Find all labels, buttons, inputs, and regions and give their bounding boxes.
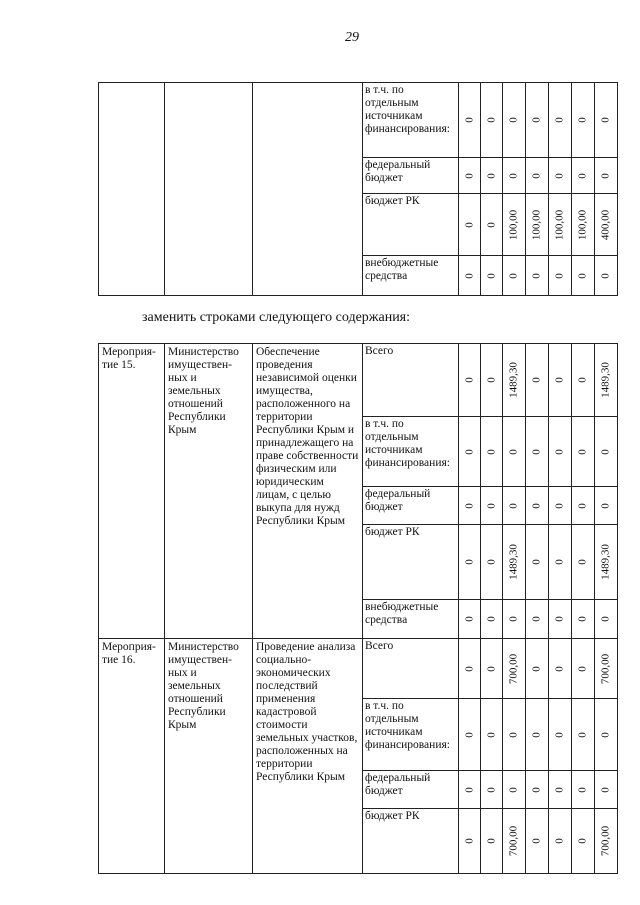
value-cell: 0 (459, 194, 481, 256)
value-cell: 0 (572, 158, 595, 194)
value-cell: 0 (549, 699, 572, 771)
value-cell: 0 (549, 487, 572, 525)
value-cell: 0 (459, 83, 481, 158)
value-cell: 0 (481, 809, 503, 874)
value-cell: 0 (526, 771, 549, 809)
measure-executor: Министерство имуществен-ных и земельных отношений Республики Крым (165, 639, 253, 874)
empty-cell (99, 83, 165, 296)
value-cell: 0 (549, 158, 572, 194)
value-cell: 0 (549, 600, 572, 639)
value-cell: 1489,30 (503, 525, 526, 600)
value-cell: 0 (459, 256, 481, 296)
value-cell: 0 (595, 83, 618, 158)
value-cell: 0 (481, 699, 503, 771)
value-cell: 0 (572, 809, 595, 874)
value-cell: 400,00 (595, 194, 618, 256)
funding-source: в т.ч. по отдельным источникам финансирования: (363, 83, 459, 158)
funding-source: бюджет РК (363, 194, 459, 256)
value-cell: 700,00 (595, 809, 618, 874)
value-cell: 0 (526, 158, 549, 194)
value-cell: 100,00 (549, 194, 572, 256)
funding-source: федеральный бюджет (363, 158, 459, 194)
value-cell: 0 (572, 699, 595, 771)
value-cell: 0 (481, 158, 503, 194)
value-cell: 0 (503, 417, 526, 487)
value-cell: 1489,30 (595, 525, 618, 600)
measure-description: Проведение анализа социально-экономических последствий применения кадастровой стоимости земельных участков, расположенных на территории Республики Крым (253, 639, 363, 874)
value-cell: 0 (595, 600, 618, 639)
value-cell: 1489,30 (503, 344, 526, 417)
value-cell: 700,00 (503, 639, 526, 699)
value-cell: 0 (526, 809, 549, 874)
replace-instruction: заменить строками следующего содержания: (142, 310, 411, 325)
value-cell: 0 (572, 525, 595, 600)
value-cell: 0 (526, 417, 549, 487)
value-cell: 0 (595, 256, 618, 296)
value-cell: 0 (549, 417, 572, 487)
empty-cell (165, 83, 253, 296)
value-cell: 0 (481, 256, 503, 296)
value-cell: 0 (549, 639, 572, 699)
value-cell: 0 (526, 83, 549, 158)
bottom-table (98, 343, 618, 874)
value-cell: 0 (595, 417, 618, 487)
value-cell: 0 (481, 194, 503, 256)
value-cell: 0 (595, 158, 618, 194)
value-cell: 0 (572, 600, 595, 639)
value-cell: 0 (503, 699, 526, 771)
value-cell: 0 (526, 487, 549, 525)
top-table (98, 82, 618, 296)
value-cell: 0 (549, 83, 572, 158)
value-cell: 0 (549, 344, 572, 417)
funding-source: федеральный бюджет (363, 487, 459, 525)
value-cell: 0 (595, 771, 618, 809)
funding-source: Всего (363, 344, 459, 417)
value-cell: 0 (481, 487, 503, 525)
measure-id: Мероприя-тие 15. (99, 344, 165, 639)
value-cell: 0 (459, 158, 481, 194)
value-cell: 700,00 (503, 809, 526, 874)
funding-source: федеральный бюджет (363, 771, 459, 809)
value-cell: 100,00 (503, 194, 526, 256)
value-cell: 0 (503, 158, 526, 194)
value-cell: 0 (549, 525, 572, 600)
value-cell: 0 (526, 600, 549, 639)
value-cell: 0 (549, 809, 572, 874)
funding-source: внебюджетные средства (363, 600, 459, 639)
value-cell: 0 (503, 83, 526, 158)
value-cell: 0 (459, 344, 481, 417)
value-cell: 0 (526, 344, 549, 417)
value-cell: 0 (526, 699, 549, 771)
value-cell: 0 (526, 256, 549, 296)
value-cell: 0 (503, 487, 526, 525)
value-cell: 0 (526, 639, 549, 699)
value-cell: 700,00 (595, 639, 618, 699)
funding-source: Всего (363, 639, 459, 699)
value-cell: 0 (459, 417, 481, 487)
value-cell: 0 (572, 487, 595, 525)
value-cell: 0 (459, 639, 481, 699)
value-cell: 0 (526, 525, 549, 600)
measure-description: Обеспечение проведения независимой оценки имущества, расположенного на территории Республики Крым и принадлежащего на праве собственности физическим или юридическим лицам, с целью выкупа для нужд Республики Крым (253, 344, 363, 639)
value-cell: 0 (572, 771, 595, 809)
value-cell: 0 (503, 600, 526, 639)
funding-source: бюджет РК (363, 809, 459, 874)
value-cell: 0 (572, 256, 595, 296)
value-cell: 0 (459, 600, 481, 639)
funding-source: бюджет РК (363, 525, 459, 600)
value-cell: 0 (459, 487, 481, 525)
measure-id: Мероприя-тие 16. (99, 639, 165, 874)
value-cell: 0 (595, 487, 618, 525)
value-cell: 0 (459, 809, 481, 874)
measure-executor: Министерство имуществен-ных и земельных отношений Республики Крым (165, 344, 253, 639)
value-cell: 0 (459, 525, 481, 600)
value-cell: 100,00 (572, 194, 595, 256)
page-number: 29 (345, 30, 359, 45)
value-cell: 0 (481, 344, 503, 417)
value-cell: 0 (481, 600, 503, 639)
value-cell: 0 (572, 417, 595, 487)
value-cell: 0 (572, 344, 595, 417)
value-cell: 100,00 (526, 194, 549, 256)
value-cell: 0 (481, 771, 503, 809)
funding-source: в т.ч. по отдельным источникам финансирования: (363, 699, 459, 771)
value-cell: 0 (459, 771, 481, 809)
value-cell: 0 (503, 256, 526, 296)
funding-source: в т.ч. по отдельным источникам финансирования: (363, 417, 459, 487)
value-cell: 0 (572, 83, 595, 158)
value-cell: 0 (481, 417, 503, 487)
value-cell: 0 (549, 256, 572, 296)
value-cell: 0 (481, 525, 503, 600)
value-cell: 0 (481, 83, 503, 158)
value-cell: 0 (503, 771, 526, 809)
value-cell: 0 (481, 639, 503, 699)
value-cell: 0 (595, 699, 618, 771)
funding-source: внебюджетные средства (363, 256, 459, 296)
value-cell: 1489,30 (595, 344, 618, 417)
value-cell: 0 (572, 639, 595, 699)
value-cell: 0 (459, 699, 481, 771)
empty-cell (253, 83, 363, 296)
value-cell: 0 (549, 771, 572, 809)
